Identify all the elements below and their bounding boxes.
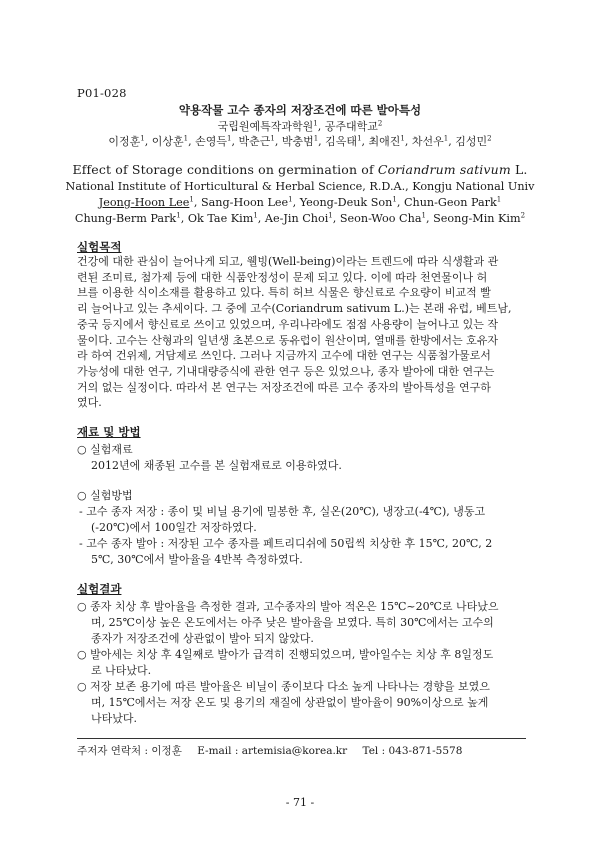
purpose-line: 련된 조미료, 첨가제 등에 대한 식품안정성이 문제 되고 있다. 이에 따라 천연물이나 허	[77, 270, 488, 284]
contact-email: E-mail : artemisia@korea.kr	[197, 745, 348, 757]
author-entry	[433, 212, 525, 225]
author-affiliation-sup: 1	[189, 195, 194, 204]
purpose-line: 브를 이용한 식이소재를 활용하고 있다. 특히 허브 식물은 향신료로 수요량이 비교적 빨	[77, 286, 491, 300]
purpose-line: 건강에 대한 관심이 늘어나게 되고, 웰빙(Well-being)이라는 트렌드에 따라 식생활과 관	[77, 255, 499, 268]
korean-affiliation-name2: , 공주대학교	[317, 120, 378, 133]
author-entry	[152, 135, 188, 148]
author-name: Sang-Hoon Lee	[200, 196, 289, 209]
author-name: Ae-Jin Choi	[264, 212, 329, 225]
purpose-line: 물이다. 고수는 산형과의 일년생 초본으로 동유럽이 원산이며, 열매를 한방에서는 호유자	[77, 333, 498, 347]
author-name: Seon-Woo Cha	[339, 212, 422, 225]
english-title	[0, 162, 600, 177]
author-entry	[265, 212, 333, 225]
purpose-line: 리 늘어나고 있는 추세이다. 그 중에 고수(Coriandrum sativum L.)는 본래 유럽, 베트남,	[77, 302, 512, 316]
result-line: 로 나타났다.	[91, 664, 152, 677]
author-entry	[282, 135, 318, 148]
author-name: 박춘근	[238, 135, 271, 148]
author-affiliation-sup: 2	[487, 134, 492, 143]
result-line: 종자가 저장조건에 상관없이 발아 되지 않았다.	[91, 632, 314, 645]
author-affiliation-sup: 1	[496, 195, 502, 204]
method-line: (-20℃)에서 100일간 저장하였다.	[91, 521, 257, 534]
footer-divider	[77, 738, 526, 739]
purpose-paragraph	[77, 254, 530, 411]
korean-affiliation-name: 국립원예특작과학원	[217, 120, 314, 133]
korean-authors: 이정훈$^1$, 이상훈$^1$, 손영득$^1$, 박춘근$^1$, 박충범$^1$, 김옥태$^1$, 최애진$^1$, 차선우$^1$, 김성민$^2$	[108, 134, 492, 148]
korean-title: 약용작물 고수 종자의 저장조건에 따른 발아특성	[178, 103, 422, 117]
author-name: 이상훈	[151, 135, 184, 148]
author-affiliation-sup: 1	[176, 211, 181, 220]
purpose-line: 가능성에 대한 연구, 기내대량증식에 관한 연구 등은 있었으나, 종자 발아에 대한 연구는	[77, 364, 495, 378]
author-affiliation-sup: 1	[328, 211, 333, 220]
author-name: 김옥태	[325, 135, 358, 148]
purpose-line: 라 하여 건위제, 거담제로 쓰인다. 그러나 지금까지 고수에 대한 연구는 식품첨가물로서	[77, 349, 491, 363]
result-line: 나타났다.	[91, 712, 138, 725]
author-entry	[108, 135, 144, 148]
author-name: 박충범	[281, 135, 314, 148]
method-line: 5℃, 30℃에서 발아율을 4반복 측정하였다.	[91, 553, 303, 566]
english-title-suffix: L.	[510, 162, 528, 177]
author-affiliation-sup: 1	[392, 195, 397, 204]
author-entry	[238, 135, 274, 148]
author-entry	[201, 196, 293, 209]
methods-subheading: ○ 실험방법	[77, 489, 133, 502]
author-name: 이정훈	[108, 135, 141, 148]
author-entry	[404, 196, 501, 209]
contact-author: 주저자 연락처 : 이정훈	[77, 745, 182, 757]
author-entry	[75, 212, 181, 225]
abstract-code: P01-028	[77, 86, 127, 100]
english-authors-line2: Chung-Berm Park$^1$, Ok Tae Kim$^1$, Ae-Jin Choi$^1$, Seon-Woo Cha$^1$, Seong-Min Kim$^2$	[74, 211, 526, 225]
author-entry	[99, 196, 194, 209]
author-affiliation-sup: 2	[520, 211, 526, 220]
author-affiliation-sup: 1	[226, 134, 232, 143]
method-line: - 고수 종자 저장 : 종이 및 비닐 용기에 밀봉한 후, 실온(20℃), 냉장고(-4℃), 냉동고	[79, 505, 486, 518]
author-entry	[325, 135, 361, 148]
author-entry	[412, 135, 448, 148]
author-name: 김성민	[455, 135, 488, 148]
author-name: Jeong-Hoon Lee	[98, 196, 190, 209]
author-name: 최애진	[368, 135, 401, 148]
author-name: 차선우	[411, 135, 444, 148]
materials-text: 2012년에 채종된 고수를 본 실험재료로 이용하였다.	[91, 459, 342, 472]
author-affiliation-sup: 1	[443, 134, 449, 143]
section-heading-results: 실험결과	[77, 582, 122, 596]
purpose-line: 였다.	[77, 396, 102, 410]
korean-affiliation-sup: 1	[313, 119, 318, 128]
author-name: Seong-Min Kim	[433, 212, 521, 225]
english-title-prefix: Effect of Storage conditions on germination of	[72, 162, 378, 177]
author-affiliation-sup: 1	[400, 134, 405, 143]
author-affiliation-sup: 1	[183, 134, 189, 143]
korean-affiliation	[0, 118, 600, 134]
method-line: - 고수 종자 발아 : 저장된 고수 종자를 페트리디쉬에 50립씩 치상한 후 15℃, 20℃, 2	[79, 537, 493, 550]
author-entry	[188, 212, 258, 225]
result-line: ○ 저장 보존 용기에 따른 발아율은 비닐이 종이보다 다소 높게 나타나는 경향을 보였으	[77, 680, 490, 693]
english-affiliation: National Institute of Horticultural & Herbal Science, R.D.A., Kongju National Univ	[65, 180, 535, 193]
section-heading-purpose: 실험목적	[77, 240, 122, 254]
author-affiliation-sup: 1	[313, 134, 319, 143]
section-heading-methods: 재료 및 방법	[77, 425, 141, 439]
author-affiliation-sup: 1	[253, 211, 258, 220]
author-affiliation-sup: 1	[140, 134, 145, 143]
author-name: Chung-Berm Park	[74, 212, 177, 225]
english-title-species: Coriandrum sativum	[377, 162, 511, 177]
author-entry	[455, 135, 491, 148]
author-affiliation-sup: 1	[270, 134, 275, 143]
english-authors-line1: Jeong-Hoon Lee$^1$, Sang-Hoon Lee$^1$, Yeong-Deuk Son$^1$, Chun-Geon Park$^1$	[98, 195, 502, 209]
purpose-line: 거의 없는 실정이다. 따라서 본 연구는 저장조건에 따른 고수 종자의 발아특성을 연구하	[77, 380, 491, 394]
author-affiliation-sup: 1	[288, 195, 293, 204]
author-name: 손영득	[195, 135, 227, 148]
result-line: 며, 25℃이상 높은 온도에서는 아주 낮은 발아율을 보였다. 특히 30℃에서는 고수의	[91, 616, 494, 629]
author-entry	[340, 212, 426, 225]
result-line: 며, 15℃에서는 저장 온도 및 용기의 재질에 상관없이 발아율이 90%이상으로 높게	[91, 696, 489, 709]
page-number: - 71 -	[285, 796, 315, 809]
result-line: ○ 종자 치상 후 발아율을 측정한 결과, 고수종자의 발아 적온은 15℃~20℃로 나타났으	[77, 600, 499, 613]
materials-subheading: ○ 실험재료	[77, 443, 133, 456]
author-name: Yeong-Deuk Son	[299, 196, 393, 209]
purpose-line: 중국 등지에서 향신료로 쓰이고 있었으며, 우리나라에도 점점 사용량이 늘어나고 있는 작	[77, 317, 498, 331]
author-affiliation-sup: 1	[421, 211, 426, 220]
contact-info	[77, 743, 474, 758]
author-entry	[369, 135, 405, 148]
author-name: Chun-Geon Park	[403, 196, 497, 209]
author-name: Ok Tae Kim	[187, 212, 254, 225]
author-entry	[300, 196, 397, 209]
result-line: ○ 발아세는 치상 후 4일째로 발아가 급격히 진행되었으며, 발아일수는 치상 후 8일정도	[77, 648, 494, 661]
korean-affiliation-sup2: 2	[377, 119, 383, 128]
author-entry	[195, 135, 231, 148]
author-affiliation-sup: 1	[357, 134, 362, 143]
contact-tel: Tel : 043-871-5578	[362, 745, 463, 757]
